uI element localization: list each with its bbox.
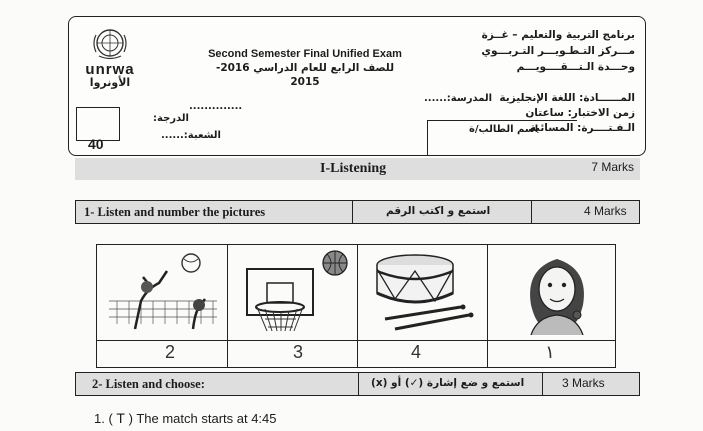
question-1-marks: 4 Marks <box>584 204 627 218</box>
period-line: الـفـتــــرة: المسائية <box>529 122 635 134</box>
org-line: وحـــدة الـتـــقــــويـــم <box>516 61 635 73</box>
cell-divider <box>227 245 228 367</box>
question-1-text-ar: استمع و اكتب الرقم <box>386 205 491 217</box>
question-2-text: 2- Listen and choose: <box>92 377 205 391</box>
section-marks: 7 Marks <box>591 160 634 174</box>
logo-text-ar: الأونروا <box>89 76 131 89</box>
student-name-divider-v <box>427 120 428 156</box>
org-line: برنامج التربية والتعليم – غــزة <box>481 29 635 41</box>
cell-divider <box>357 245 358 367</box>
item-answer[interactable]: T <box>116 410 125 426</box>
un-emblem-icon <box>90 25 130 61</box>
exam-header <box>68 16 646 156</box>
subject-line: المــــــادة: اللغة الإنجليزية <box>499 92 635 104</box>
item-number: 1. <box>94 411 105 426</box>
question-2-text-ar: استمع و ضع إشارة (✓) أو (x) <box>371 377 525 389</box>
grade-dots[interactable]: .............. <box>189 101 243 112</box>
drum-icon <box>365 249 477 335</box>
student-name-divider <box>427 120 577 121</box>
cell-divider <box>531 201 532 223</box>
question-2-bar <box>75 372 640 396</box>
basketball-hoop-icon <box>239 249 351 335</box>
section-title: I-Listening <box>320 161 387 176</box>
student-name-label[interactable]: اسم الطالب/ة <box>469 124 539 135</box>
volleyball-players-icon <box>107 249 219 335</box>
organization-block <box>481 27 635 75</box>
org-line: مـــركز التـطـويـــر التـربـــوي <box>481 45 635 57</box>
question-1-text: 1- Listen and number the pictures <box>84 205 266 219</box>
cell-divider <box>487 245 488 367</box>
picture-answer[interactable]: 4 <box>410 342 421 362</box>
question-2-item <box>94 410 277 426</box>
cell-divider <box>352 201 353 223</box>
class-section-field[interactable]: الشعبة:...... <box>161 130 221 141</box>
picture-answer[interactable]: ١ <box>545 342 555 362</box>
picture-answer[interactable]: 2 <box>164 342 175 362</box>
section-listening-bar <box>75 158 640 180</box>
exam-title-block <box>205 47 405 89</box>
grade-field[interactable]: الدرجة: <box>153 113 189 124</box>
item-text: The match starts at 4:45 <box>136 411 277 426</box>
item-open-paren: ( <box>108 411 117 426</box>
exam-title: Second Semester Final Unified Exam <box>208 48 402 60</box>
total-score: 40 <box>88 136 104 152</box>
cell-divider <box>358 373 359 395</box>
answer-row-divider <box>97 340 615 341</box>
unrwa-logo <box>75 25 145 105</box>
cell-divider <box>542 373 543 395</box>
girl-portrait-icon <box>517 249 597 335</box>
item-close-paren: ) <box>128 411 137 426</box>
question-2-marks: 3 Marks <box>562 376 605 390</box>
pictures-grid <box>96 244 616 368</box>
duration-line: زمن الاختبار: ساعتان <box>525 107 635 119</box>
school-field[interactable]: المدرسة:...... <box>424 93 493 104</box>
logo-text-en: unrwa <box>85 61 135 78</box>
question-1-bar <box>75 200 640 224</box>
picture-answer[interactable]: 3 <box>292 342 303 362</box>
exam-subtitle: للصف الرابع للعام الدراسي 2016-2015 <box>215 62 395 88</box>
